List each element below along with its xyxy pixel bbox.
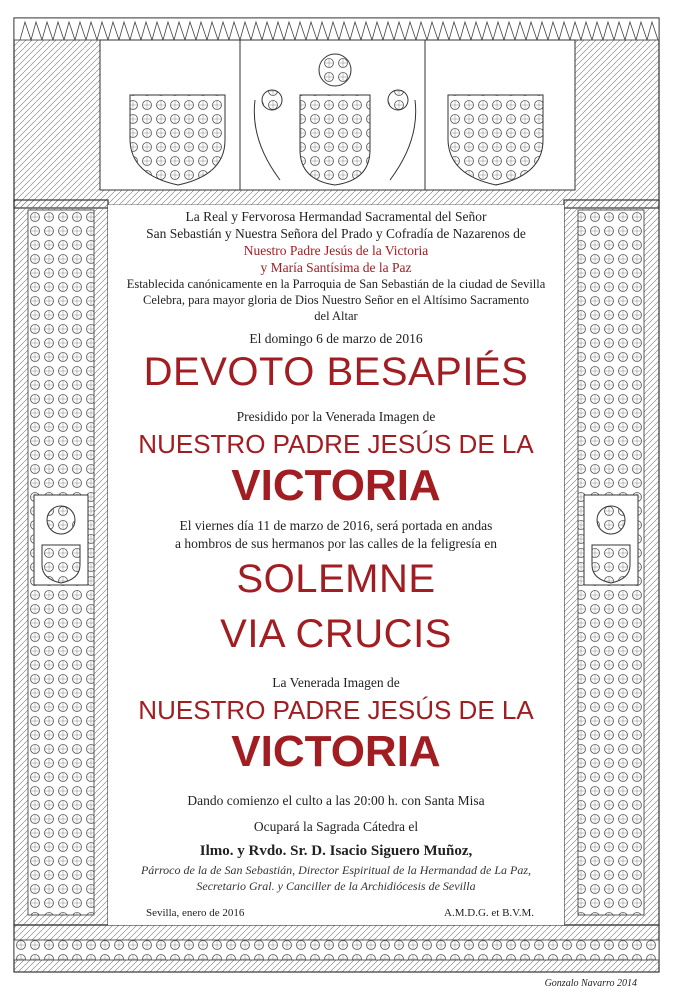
event1-title: DEVOTO BESAPIÉS <box>143 350 529 394</box>
event2-title-line-1: SOLEMNE <box>236 557 436 601</box>
event2-date-line-1: El viernes día 11 de marzo de 2016, será portada en andas <box>179 518 493 533</box>
header-line-1: La Real y Fervorosa Hermandad Sacramental del Señor <box>185 209 487 224</box>
header-line-2: San Sebastián y Nuestra Señora del Prado y Cofradía de Nazarenos de <box>146 226 526 241</box>
event2-date-line-2: a hombros de sus hermanos por las calles de la feligresía en <box>174 536 498 551</box>
closing-start: Dando comienzo el culto a las 20:00 h. con Santa Misa <box>187 793 485 808</box>
event2-intro: La Venerada Imagen de <box>272 675 400 690</box>
closing-preacher-name: Ilmo. y Rvdo. Sr. D. Isacio Siguero Muñoz, <box>199 843 473 859</box>
motto: A.M.D.G. et B.V.M. <box>444 907 534 919</box>
event2-title-line-2: VIA CRUCIS <box>220 612 452 656</box>
header-line-5: Establecida canónicamente en la Parroquia de San Sebastián de la ciudad de Sevilla <box>126 277 546 291</box>
text-panel <box>108 205 564 925</box>
event1-image-line-2: VICTORIA <box>231 461 441 510</box>
place-date: Sevilla, enero de 2016 <box>146 907 245 919</box>
event1-presided: Presidido por la Venerada Imagen de <box>236 409 436 424</box>
header-line-3: Nuestro Padre Jesús de la Victoria <box>243 243 429 258</box>
closing-preacher-role-1: Párroco de la de San Sebastián, Director Espiritual de la Hermandad de La Paz, <box>140 863 532 877</box>
event1-image-line-1: NUESTRO PADRE JESÚS DE LA <box>138 429 534 459</box>
event1-date: El domingo 6 de marzo de 2016 <box>249 331 423 346</box>
event2-image-line-2: VICTORIA <box>231 727 441 776</box>
artist-signature: Gonzalo Navarro 2014 <box>544 978 637 989</box>
header-line-6: Celebra, para mayor gloria de Dios Nuestro Señor en el Altísimo Sacramento <box>142 293 529 307</box>
header-line-7: del Altar <box>314 309 358 323</box>
closing-preacher-role-2: Secretario Gral. y Canciller de la Archidiócesis de Sevilla <box>196 879 476 893</box>
header-line-4: y María Santísima de la Paz <box>260 260 412 275</box>
event2-image-line-1: NUESTRO PADRE JESÚS DE LA <box>138 695 534 725</box>
closing-preacher-intro: Ocupará la Sagrada Cátedra el <box>253 819 419 834</box>
